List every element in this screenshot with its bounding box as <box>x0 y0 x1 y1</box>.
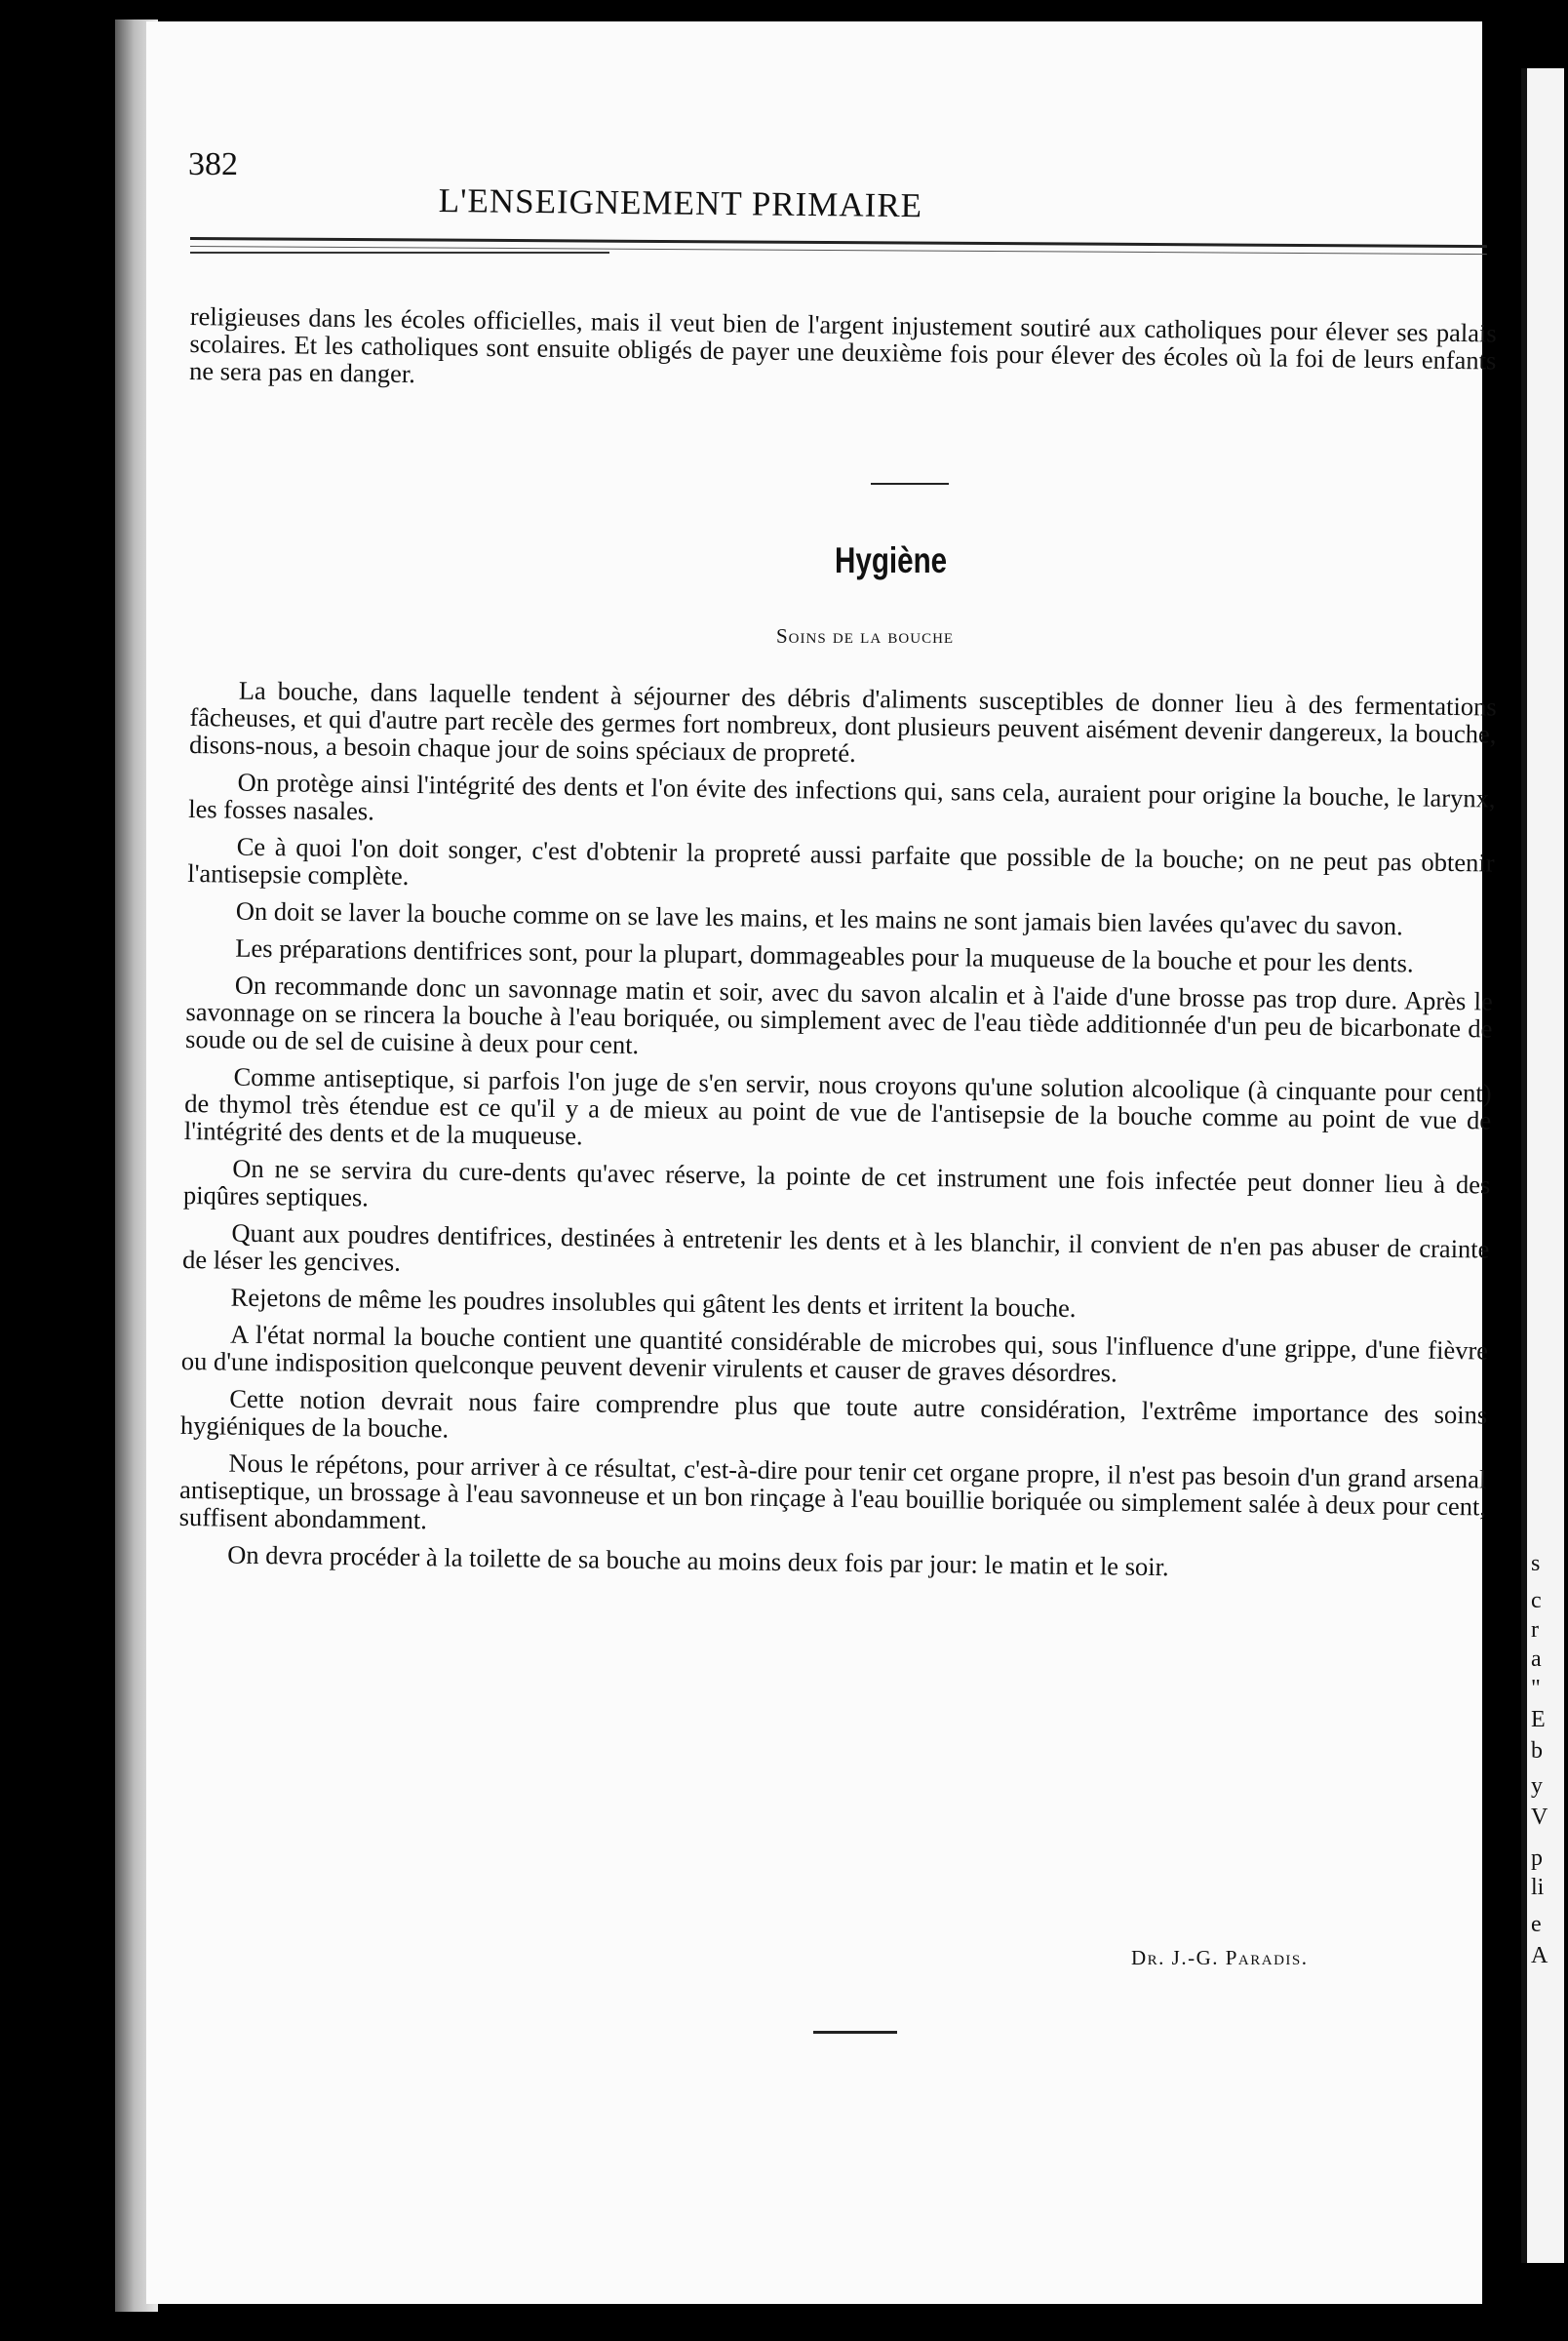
end-rule <box>813 2031 897 2034</box>
body-paragraph: On ne se servira du cure-dents qu'avec réserve, la pointe de cet instrument une fois infectée peut donner lieu à des piqûres septiques. <box>182 1153 1491 1212</box>
body-paragraph: Cette notion devrait nous faire comprendre plus que toute autre considération, l'extrême importance des soins hygiéniques de la bouche. <box>179 1383 1488 1444</box>
facing-page-fragment: s <box>1531 1551 1541 1576</box>
author-signature: Dr. J.-G. Paradis. <box>1131 1946 1309 1969</box>
article-body <box>178 676 1497 1594</box>
body-paragraph: On devra procéder à la toilette de sa bouche au moins deux fois par jour: le matin et le soir. <box>227 1539 1169 1582</box>
facing-page-fragment: e <box>1531 1912 1542 1937</box>
facing-page-fragment: V <box>1531 1805 1548 1830</box>
header-rule-short <box>190 252 609 254</box>
facing-page-fragment: c <box>1531 1588 1542 1613</box>
facing-page-fragment: " <box>1531 1676 1541 1701</box>
body-paragraph: Rejetons de même les poudres insolubles qui gâtent les dents et irritent la bouche. <box>230 1282 1077 1323</box>
body-paragraph: Quant aux poudres dentifrices, destinées à entretenir les dents et à les blanchir, il convient de n'en pas abuser de crainte de léser les gencives. <box>181 1217 1490 1277</box>
facing-page-fragment: r <box>1531 1617 1539 1643</box>
body-paragraph: A l'état normal la bouche contient une quantité considérable de microbes qui, sous l'influence d'une grippe, d'une fièvre ou d'une indisposition quelconque peuvent devenir virulents et causer de graves désordres. <box>180 1319 1489 1388</box>
article-subtitle: Soins de la bouche <box>776 624 955 648</box>
section-separator <box>871 483 949 485</box>
facing-page-fragment: A <box>1531 1943 1548 1968</box>
body-paragraph: Les préparations dentifrices sont, pour la plupart, dommageables pour la muqueuse de la bouche et pour les dents. <box>235 932 1414 978</box>
article-title: Hygiène <box>835 540 948 580</box>
body-paragraph: On protège ainsi l'intégrité des dents et l'on évite des infections qui, sans cela, auraient pour origine la bouche, le larynx, les fosses nasales. <box>188 767 1496 826</box>
intro-text-block <box>189 302 1497 412</box>
facing-page-edge <box>1521 68 1564 2263</box>
intro-paragraph: religieuses dans les écoles officielles, mais il veut bien de l'argent injustement soutiré aux catholiques pour élever ses palais scolaires. Et les catholiques sont ensuite obligés de payer une deuxième fois pour élever des écoles où la foi de leurs enfants ne sera pas en danger. <box>188 301 1497 389</box>
facing-page-fragment: E <box>1531 1707 1546 1732</box>
body-paragraph: La bouche, dans laquelle tendent à séjourner des débris d'aliments susceptibles de donner lieu à des fermentations fâcheuses, et qui d'autre part recèle des germes fort nombreux, dont plusieurs peuvent aisément devenir dangereux, la bouche, disons-nous, a besoin chaque jour de soins spéciaux de propreté. <box>188 675 1497 768</box>
page-number: 382 <box>188 146 238 182</box>
facing-page-fragment: li <box>1531 1875 1545 1900</box>
body-paragraph: On doit se laver la bouche comme on se lave les mains, et les mains ne sont jamais bien lavées qu'avec du savon. <box>235 895 1403 941</box>
facing-page-fragment: b <box>1531 1738 1543 1764</box>
body-paragraph: Nous le répétons, pour arriver à ce résultat, c'est-à-dire pour tenir cet organe propre, il n'est pas besoin d'un grand arsenal antiseptique, un brossage à l'eau savonneuse et un bon rinçage à l'eau bouillie boriquée ou simplement salée à deux pour cent, suffisent abondamment. <box>178 1448 1487 1535</box>
facing-page-fragment: a <box>1531 1647 1542 1672</box>
body-paragraph: On recommande donc un savonnage matin et soir, avec du savon alcalin et à l'aide d'une brosse pas trop dure. Après le savonnage on se rincera la bouche à l'eau boriquée, ou simplement avec de l'eau tiède additionnée d'un peu de bicarbonate de soude ou de sel de cuisine à deux pour cent. <box>184 970 1493 1060</box>
body-paragraph: Ce à quoi l'on doit songer, c'est d'obtenir la propreté aussi parfaite que possible de la bouche; on ne peut pas obtenir l'antisepsie complète. <box>187 831 1495 891</box>
body-paragraph: Comme antiseptique, si parfois l'on juge de s'en servir, nous croyons qu'une solution alcoolique (à cinquante pour cent) de thymol très étendue est ce qu'il y a de mieux au point de vue de l'antisepsie de la bouche comme au point de vue de l'intégrité des dents et de la muqueuse. <box>183 1061 1492 1151</box>
facing-page-fragment: p <box>1531 1845 1543 1871</box>
running-title: L'ENSEIGNEMENT PRIMAIRE <box>438 181 923 225</box>
facing-page-fragment: y <box>1531 1773 1543 1799</box>
